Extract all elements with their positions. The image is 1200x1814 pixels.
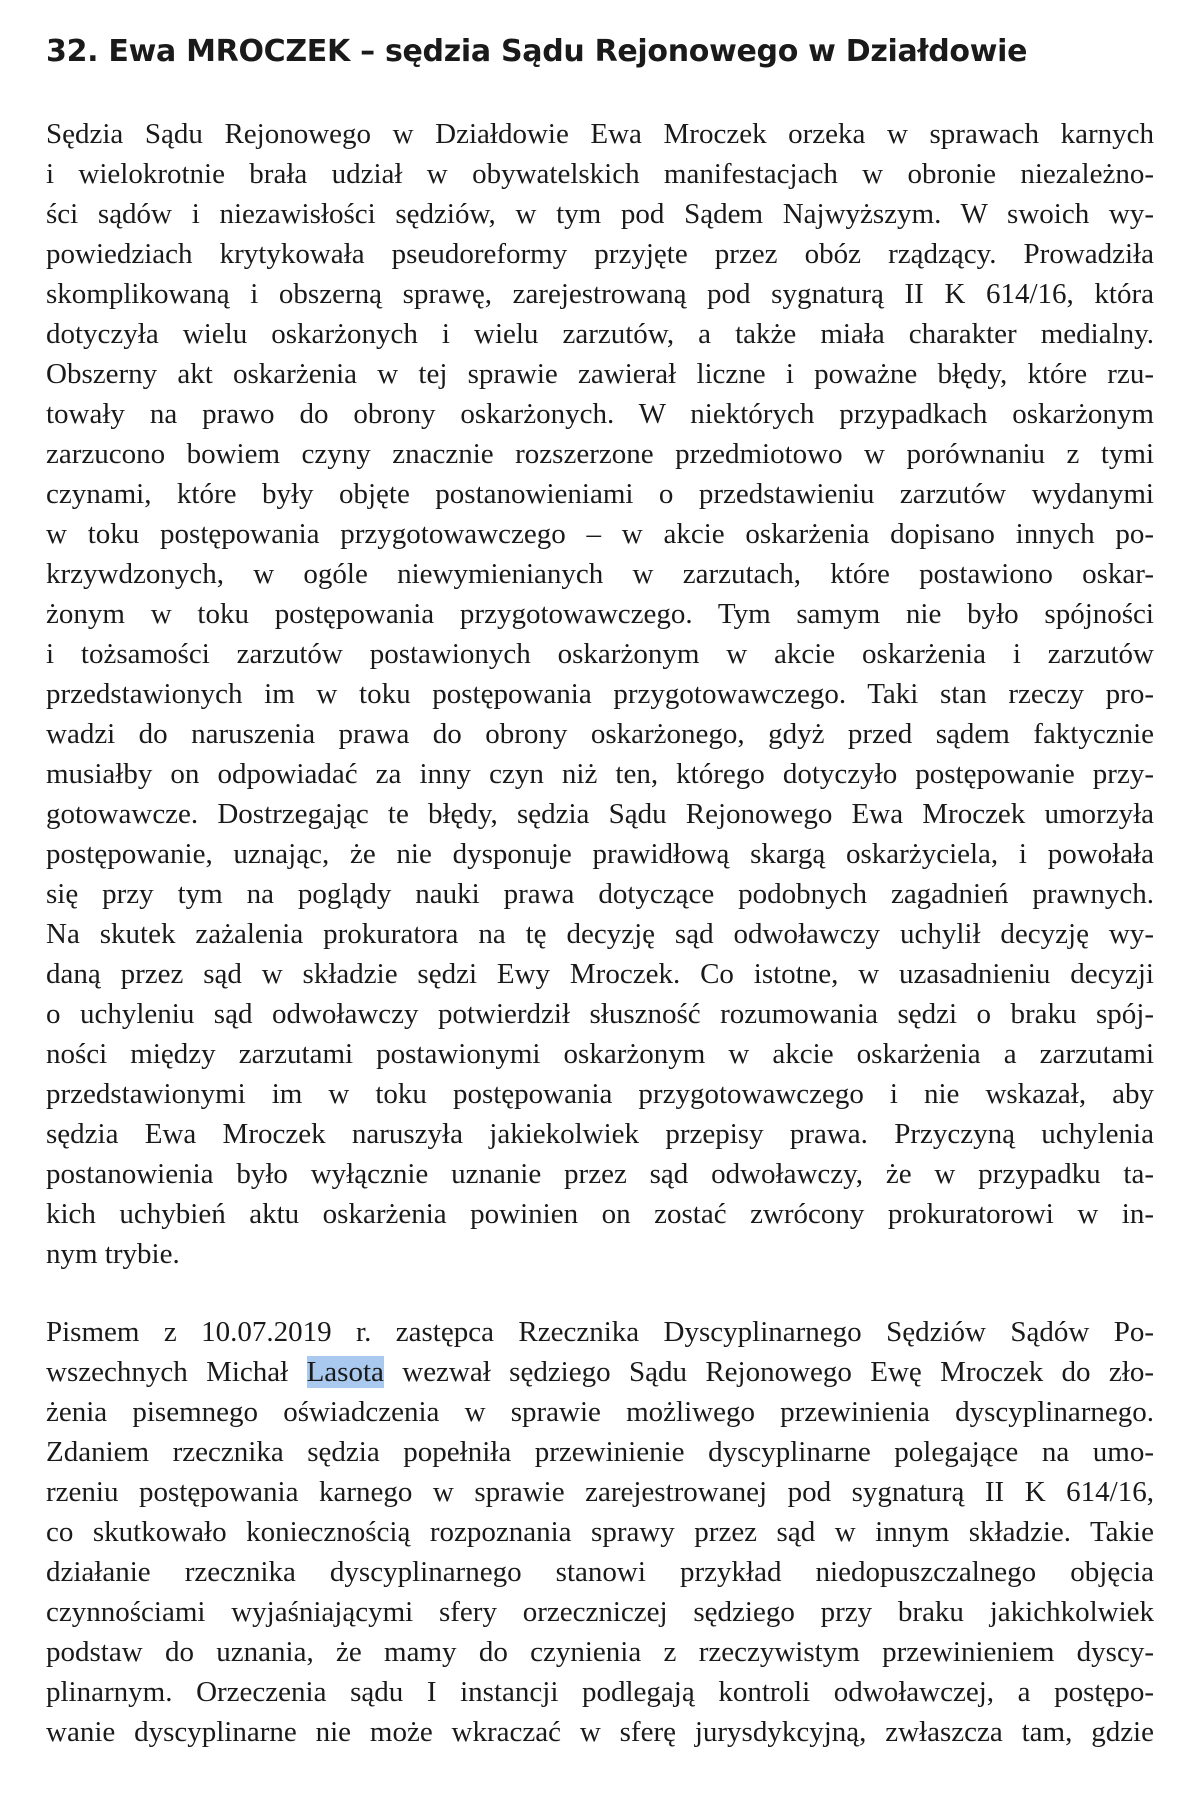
text-segment: wszechnych Michał <box>46 1356 307 1388</box>
text-line: czynnościami wyjaśniającymi sfery orzeczniczej sędziego przy braku jakichkolwiek <box>46 1596 1154 1628</box>
text-line: Zdaniem rzecznika sędzia popełniła przewinienie dyscyplinarne polegające na umo- <box>46 1436 1154 1468</box>
text-line: zarzucono bowiem czyny znacznie rozszerzone przedmiotowo w porównaniu z tymi <box>46 438 1154 470</box>
text-line: skomplikowaną i obszerną sprawę, zarejestrowaną pod sygnaturą II K 614/16, która <box>46 278 1154 310</box>
text-line: Pismem z 10.07.2019 r. zastępca Rzecznika Dyscyplinarnego Sędziów Sądów Po- <box>46 1316 1154 1348</box>
text-line: żonym w toku postępowania przygotowawczego. Tym samym nie było spójności <box>46 598 1154 630</box>
text-line: krzywdzonych, w ogóle niewymienianych w zarzutach, które postawiono oskar- <box>46 558 1154 590</box>
text-line: co skutkowało koniecznością rozpoznania sprawy przez sąd w innym składzie. Takie <box>46 1516 1154 1548</box>
text-line: ności między zarzutami postawionymi oskarżonym w akcie oskarżenia a zarzutami <box>46 1038 1154 1070</box>
text-line: Sędzia Sądu Rejonowego w Działdowie Ewa Mroczek orzeka w sprawach karnych <box>46 118 1154 150</box>
text-line: towały na prawo do obrony oskarżonych. W niektórych przypadkach oskarżonym <box>46 398 1154 430</box>
text-segment: wezwał sędziego Sądu Rejonowego Ewę Mroczek do zło- <box>383 1356 1155 1388</box>
section-heading: 32. Ewa MROCZEK – sędzia Sądu Rejonowego w Działdowie <box>46 34 1028 69</box>
text-line-with-highlight <box>46 1352 1154 1392</box>
paragraph-2 <box>46 1312 1154 1752</box>
text-line: postępowanie, uznając, że nie dysponuje prawidłową skargą oskarżyciela, i powołała <box>46 838 1154 870</box>
text-line: wanie dyscyplinarne nie może wkraczać w sferę jurysdykcyjną, zwłaszcza tam, gdzie <box>46 1716 1154 1748</box>
text-line: się przy tym na poglądy nauki prawa dotyczące podobnych zagadnień prawnych. <box>46 878 1154 910</box>
text-line: rzeniu postępowania karnego w sprawie zarejestrowanej pod sygnaturą II K 614/16, <box>46 1476 1154 1508</box>
text-line: plinarnym. Orzeczenia sądu I instancji podlegają kontroli odwoławczej, a postępo- <box>46 1676 1154 1708</box>
text-line: Na skutek zażalenia prokuratora na tę decyzję sąd odwoławczy uchylił decyzję wy- <box>46 918 1154 950</box>
text-line: postanowienia było wyłącznie uznanie przez sąd odwoławczy, że w przypadku ta- <box>46 1158 1154 1190</box>
text-line: kich uchybień aktu oskarżenia powinien on zostać zwrócony prokuratorowi w in- <box>46 1198 1154 1230</box>
text-line: czynami, które były objęte postanowieniami o przedstawieniu zarzutów wydanymi <box>46 478 1154 510</box>
text-line: Obszerny akt oskarżenia w tej sprawie zawierał liczne i poważne błędy, które rzu- <box>46 358 1154 390</box>
text-line: musiałby on odpowiadać za inny czyn niż ten, którego dotyczyło postępowanie przy- <box>46 758 1154 790</box>
text-line: i wielokrotnie brała udział w obywatelskich manifestacjach w obronie niezależno- <box>46 158 1154 190</box>
text-line: podstaw do uznania, że mamy do czynienia z rzeczywistym przewinieniem dyscy- <box>46 1636 1154 1668</box>
text-line: nym trybie. <box>46 1238 180 1270</box>
text-line: powiedziach krytykowała pseudoreformy przyjęte przez obóz rządzący. Prowadziła <box>46 238 1154 270</box>
highlighted-word[interactable]: Lasota <box>306 1356 384 1388</box>
text-line: przedstawionymi im w toku postępowania przygotowawczego i nie wskazał, aby <box>46 1078 1154 1110</box>
text-line: żenia pisemnego oświadczenia w sprawie możliwego przewinienia dyscyplinarnego. <box>46 1396 1154 1428</box>
paragraph-1 <box>46 114 1154 1274</box>
text-line: o uchyleniu sąd odwoławczy potwierdził słuszność rozumowania sędzi o braku spój- <box>46 998 1154 1030</box>
text-line: działanie rzecznika dyscyplinarnego stanowi przykład niedopuszczalnego objęcia <box>46 1556 1154 1588</box>
text-line: ści sądów i niezawisłości sędziów, w tym pod Sądem Najwyższym. W swoich wy- <box>46 198 1154 230</box>
text-line: w toku postępowania przygotowawczego – w akcie oskarżenia dopisano innych po- <box>46 518 1154 550</box>
text-line: dotyczyła wielu oskarżonych i wielu zarzutów, a także miała charakter medialny. <box>46 318 1154 350</box>
text-line: i tożsamości zarzutów postawionych oskarżonym w akcie oskarżenia i zarzutów <box>46 638 1154 670</box>
text-line: przedstawionych im w toku postępowania przygotowawczego. Taki stan rzeczy pro- <box>46 678 1154 710</box>
text-line: gotowawcze. Dostrzegając te błędy, sędzia Sądu Rejonowego Ewa Mroczek umorzyła <box>46 798 1154 830</box>
text-line: wadzi do naruszenia prawa do obrony oskarżonego, gdyż przed sądem faktycznie <box>46 718 1154 750</box>
text-line: sędzia Ewa Mroczek naruszyła jakiekolwiek przepisy prawa. Przyczyną uchylenia <box>46 1118 1154 1150</box>
text-line: daną przez sąd w składzie sędzi Ewy Mroczek. Co istotne, w uzasadnieniu decyzji <box>46 958 1154 990</box>
